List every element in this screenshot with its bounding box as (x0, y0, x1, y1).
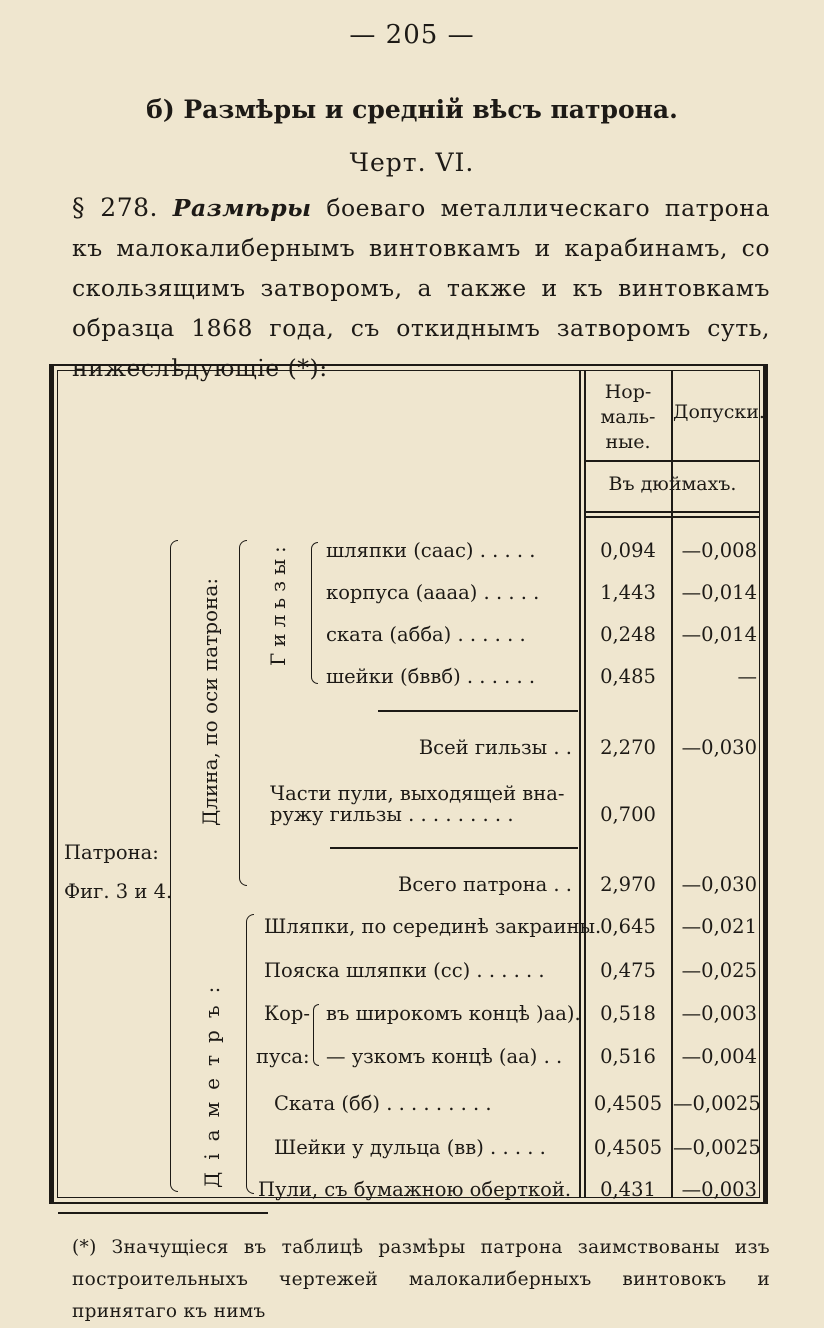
subtotal-rule (330, 847, 578, 849)
diameter-row-normal: 0,4505 (593, 1092, 663, 1115)
diameter-row-normal: 0,645 (600, 915, 656, 938)
case-row-tolerance: —0,014 (681, 623, 757, 646)
diameter-row-label: Ската (бб) . . . . . . . . . (274, 1092, 492, 1115)
diameter-row-label: Пули, съ бумажною оберткой. (258, 1178, 572, 1201)
case-row-label: корпуса (аааа) . . . . . (326, 581, 540, 604)
diameter-row-normal: 0,431 (600, 1178, 656, 1201)
case-row-label: шляпки (caac) . . . . . (326, 539, 536, 562)
length-group-label: Длина, по оси патрона: (198, 577, 222, 826)
diameter-row-label: Шейки у дульца (вв) . . . . . (274, 1136, 546, 1159)
header-rule (585, 511, 760, 513)
subtotal-rule (378, 710, 578, 712)
diameter-row-tolerance: —0,0025 (673, 1136, 761, 1159)
bullet-part-label-cont: ружу гильзы . . . . . . . . . (270, 803, 514, 826)
case-row-tolerance: —0,008 (681, 539, 757, 562)
whole-cartridge-normal: 2,970 (600, 873, 656, 896)
whole-cartridge-label: Всего патрона . . (398, 873, 572, 896)
diameter-row-normal: 0,516 (600, 1045, 656, 1068)
case-row-label: шейки (бввб) . . . . . . (326, 665, 536, 688)
diameter-row-normal: 0,475 (600, 959, 656, 982)
unit-header: Въ дюймахъ. (608, 473, 737, 495)
brace-case (311, 542, 318, 684)
whole-case-tolerance: —0,030 (681, 736, 757, 759)
case-row-normal: 0,094 (600, 539, 656, 562)
case-row-normal: 0,485 (600, 665, 656, 688)
diameter-row-tolerance: —0,021 (681, 915, 757, 938)
section-mark: § 278. (72, 193, 158, 222)
diameter-group-label: Дiаметръ: (200, 974, 224, 1188)
header-rule (585, 516, 760, 518)
brace-body (313, 1004, 319, 1066)
group-figure-label: Фиг. 3 и 4. (64, 880, 173, 903)
diameter-row-tolerance: —0,025 (681, 959, 757, 982)
case-row-tolerance: — (737, 665, 757, 688)
whole-cartridge-tolerance: —0,030 (681, 873, 757, 896)
body-label-bottom: пуса: (256, 1045, 310, 1068)
whole-case-label: Всей гильзы . . (418, 736, 572, 759)
bullet-part-normal: 0,700 (600, 803, 656, 826)
diameter-row-label: Шляпки, по серединѣ закраины. (264, 915, 602, 938)
column-header-tolerance: Допуски. (673, 401, 765, 423)
footnote: (*) Значущiеся въ таблицѣ размѣры патрона заимствованы изъ построительныхъ чертежей малокалиберныхъ винтовокъ и принятаго къ нимъ (72, 1237, 770, 1322)
paragraph-lead: Размѣры (172, 194, 312, 222)
case-group-label: Гильзы: (266, 540, 290, 666)
case-row-normal: 0,248 (600, 623, 656, 646)
diameter-row-tolerance: —0,004 (681, 1045, 757, 1068)
paragraph-text: боеваго металлическаго патрона къ малокалибернымъ винтовкамъ и карабинамъ, со скользящимъ затворомъ, а также и къ винтовкамъ образца 1868 года, съ откиднымъ затворомъ суть, нижеслѣдующiе (*): (72, 194, 770, 382)
diameter-row-label: Пояска шляпки (cc) . . . . . . (264, 959, 545, 982)
column-header-normal: Нор- маль- ные. (600, 381, 656, 453)
diameter-row-normal: 0,4505 (593, 1136, 663, 1159)
case-row-label: ската (абба) . . . . . . (326, 623, 526, 646)
diameter-row-label: — узкомъ концѣ (аа) . . (326, 1045, 563, 1068)
bullet-part-label: Части пули, выходящей вна- (270, 782, 565, 805)
diameter-row-tolerance: —0,003 (681, 1178, 757, 1201)
header-rule (585, 460, 760, 462)
brace-cartridge (170, 540, 178, 1192)
diameter-row-tolerance: —0,0025 (673, 1092, 761, 1115)
diameter-row-normal: 0,518 (600, 1002, 656, 1025)
group-cartridge-label: Патрона: (64, 841, 159, 864)
drawing-reference: Черт. VI. (349, 148, 475, 177)
section-heading: б) Размѣры и среднiй вѣсъ патрона. (146, 95, 678, 124)
footnote-rule (58, 1212, 268, 1214)
diameter-row-label: въ широкомъ концѣ )аа). (326, 1002, 581, 1025)
page-number: — 205 — (349, 20, 475, 50)
case-row-tolerance: —0,014 (681, 581, 757, 604)
whole-case-normal: 2,270 (600, 736, 656, 759)
brace-length (239, 540, 247, 886)
body-label-top: Кор- (264, 1002, 310, 1025)
brace-diameter (246, 914, 254, 1194)
diameter-row-tolerance: —0,003 (681, 1002, 757, 1025)
case-row-normal: 1,443 (600, 581, 656, 604)
column-divider (579, 371, 581, 1197)
body-paragraph (72, 188, 770, 388)
